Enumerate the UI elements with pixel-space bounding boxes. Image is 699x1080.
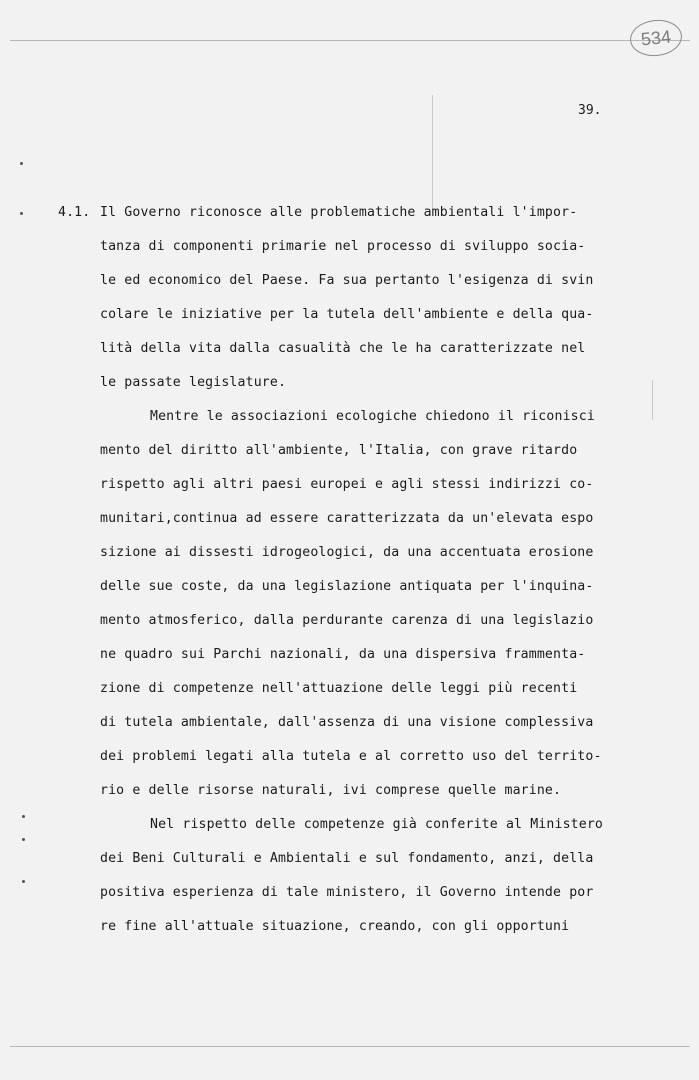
text-line-5: lità della vita dalla casualità che le ha caratterizzate nel	[100, 341, 586, 356]
text-line-10: munitari,continua ad essere caratterizzata da un'elevata espo	[100, 511, 594, 526]
text-line-8: mento del diritto all'ambiente, l'Italia, con grave ritardo	[100, 443, 578, 458]
text-line-3: le ed economico del Paese. Fa sua pertanto l'esigenza di svin	[100, 273, 594, 288]
margin-mark	[22, 815, 25, 818]
text-line-20: dei Beni Culturali e Ambientali e sul fondamento, anzi, della	[100, 851, 594, 866]
text-line-4: colare le iniziative per la tutela dell'ambiente e della qua-	[100, 307, 594, 322]
text-line-9: rispetto agli altri paesi europei e agli stessi indirizzi co-	[100, 477, 594, 492]
margin-mark	[22, 838, 25, 841]
top-rule	[10, 40, 690, 41]
page-number: 39.	[578, 103, 602, 118]
archive-stamp: 534	[628, 17, 683, 58]
text-line-15: zione di competenze nell'attuazione delle leggi più recenti	[100, 681, 578, 696]
text-line-1: Il Governo riconosce alle problematiche ambientali l'impor-	[100, 205, 578, 220]
bottom-rule	[10, 1046, 690, 1047]
text-line-19: Nel rispetto delle competenze già conferite al Ministero	[150, 817, 604, 832]
margin-mark	[20, 162, 23, 165]
text-line-18: rio e delle risorse naturali, ivi comprese quelle marine.	[100, 783, 562, 798]
text-line-17: dei problemi legati alla tutela e al corretto uso del territo-	[100, 749, 602, 764]
margin-mark	[20, 212, 23, 215]
text-line-22: re fine all'attuale situazione, creando, con gli opportuni	[100, 919, 570, 934]
text-line-2: tanza di componenti primarie nel processo di sviluppo socia-	[100, 239, 586, 254]
margin-mark	[22, 880, 25, 883]
section-number: 4.1.	[58, 205, 91, 220]
text-line-12: delle sue coste, da una legislazione antiquata per l'inquina-	[100, 579, 594, 594]
text-line-13: mento atmosferico, dalla perdurante carenza di una legislazio	[100, 613, 594, 628]
text-line-6: le passate legislature.	[100, 375, 287, 390]
scan-streak	[652, 380, 653, 420]
text-line-21: positiva esperienza di tale ministero, il Governo intende por	[100, 885, 594, 900]
text-line-16: di tutela ambientale, dall'assenza di una visione complessiva	[100, 715, 594, 730]
text-line-14: ne quadro sui Parchi nazionali, da una dispersiva frammenta-	[100, 647, 586, 662]
scan-streak	[432, 95, 433, 215]
text-line-7: Mentre le associazioni ecologiche chiedono il riconisci	[150, 409, 595, 424]
text-line-11: sizione ai dissesti idrogeologici, da una accentuata erosione	[100, 545, 594, 560]
